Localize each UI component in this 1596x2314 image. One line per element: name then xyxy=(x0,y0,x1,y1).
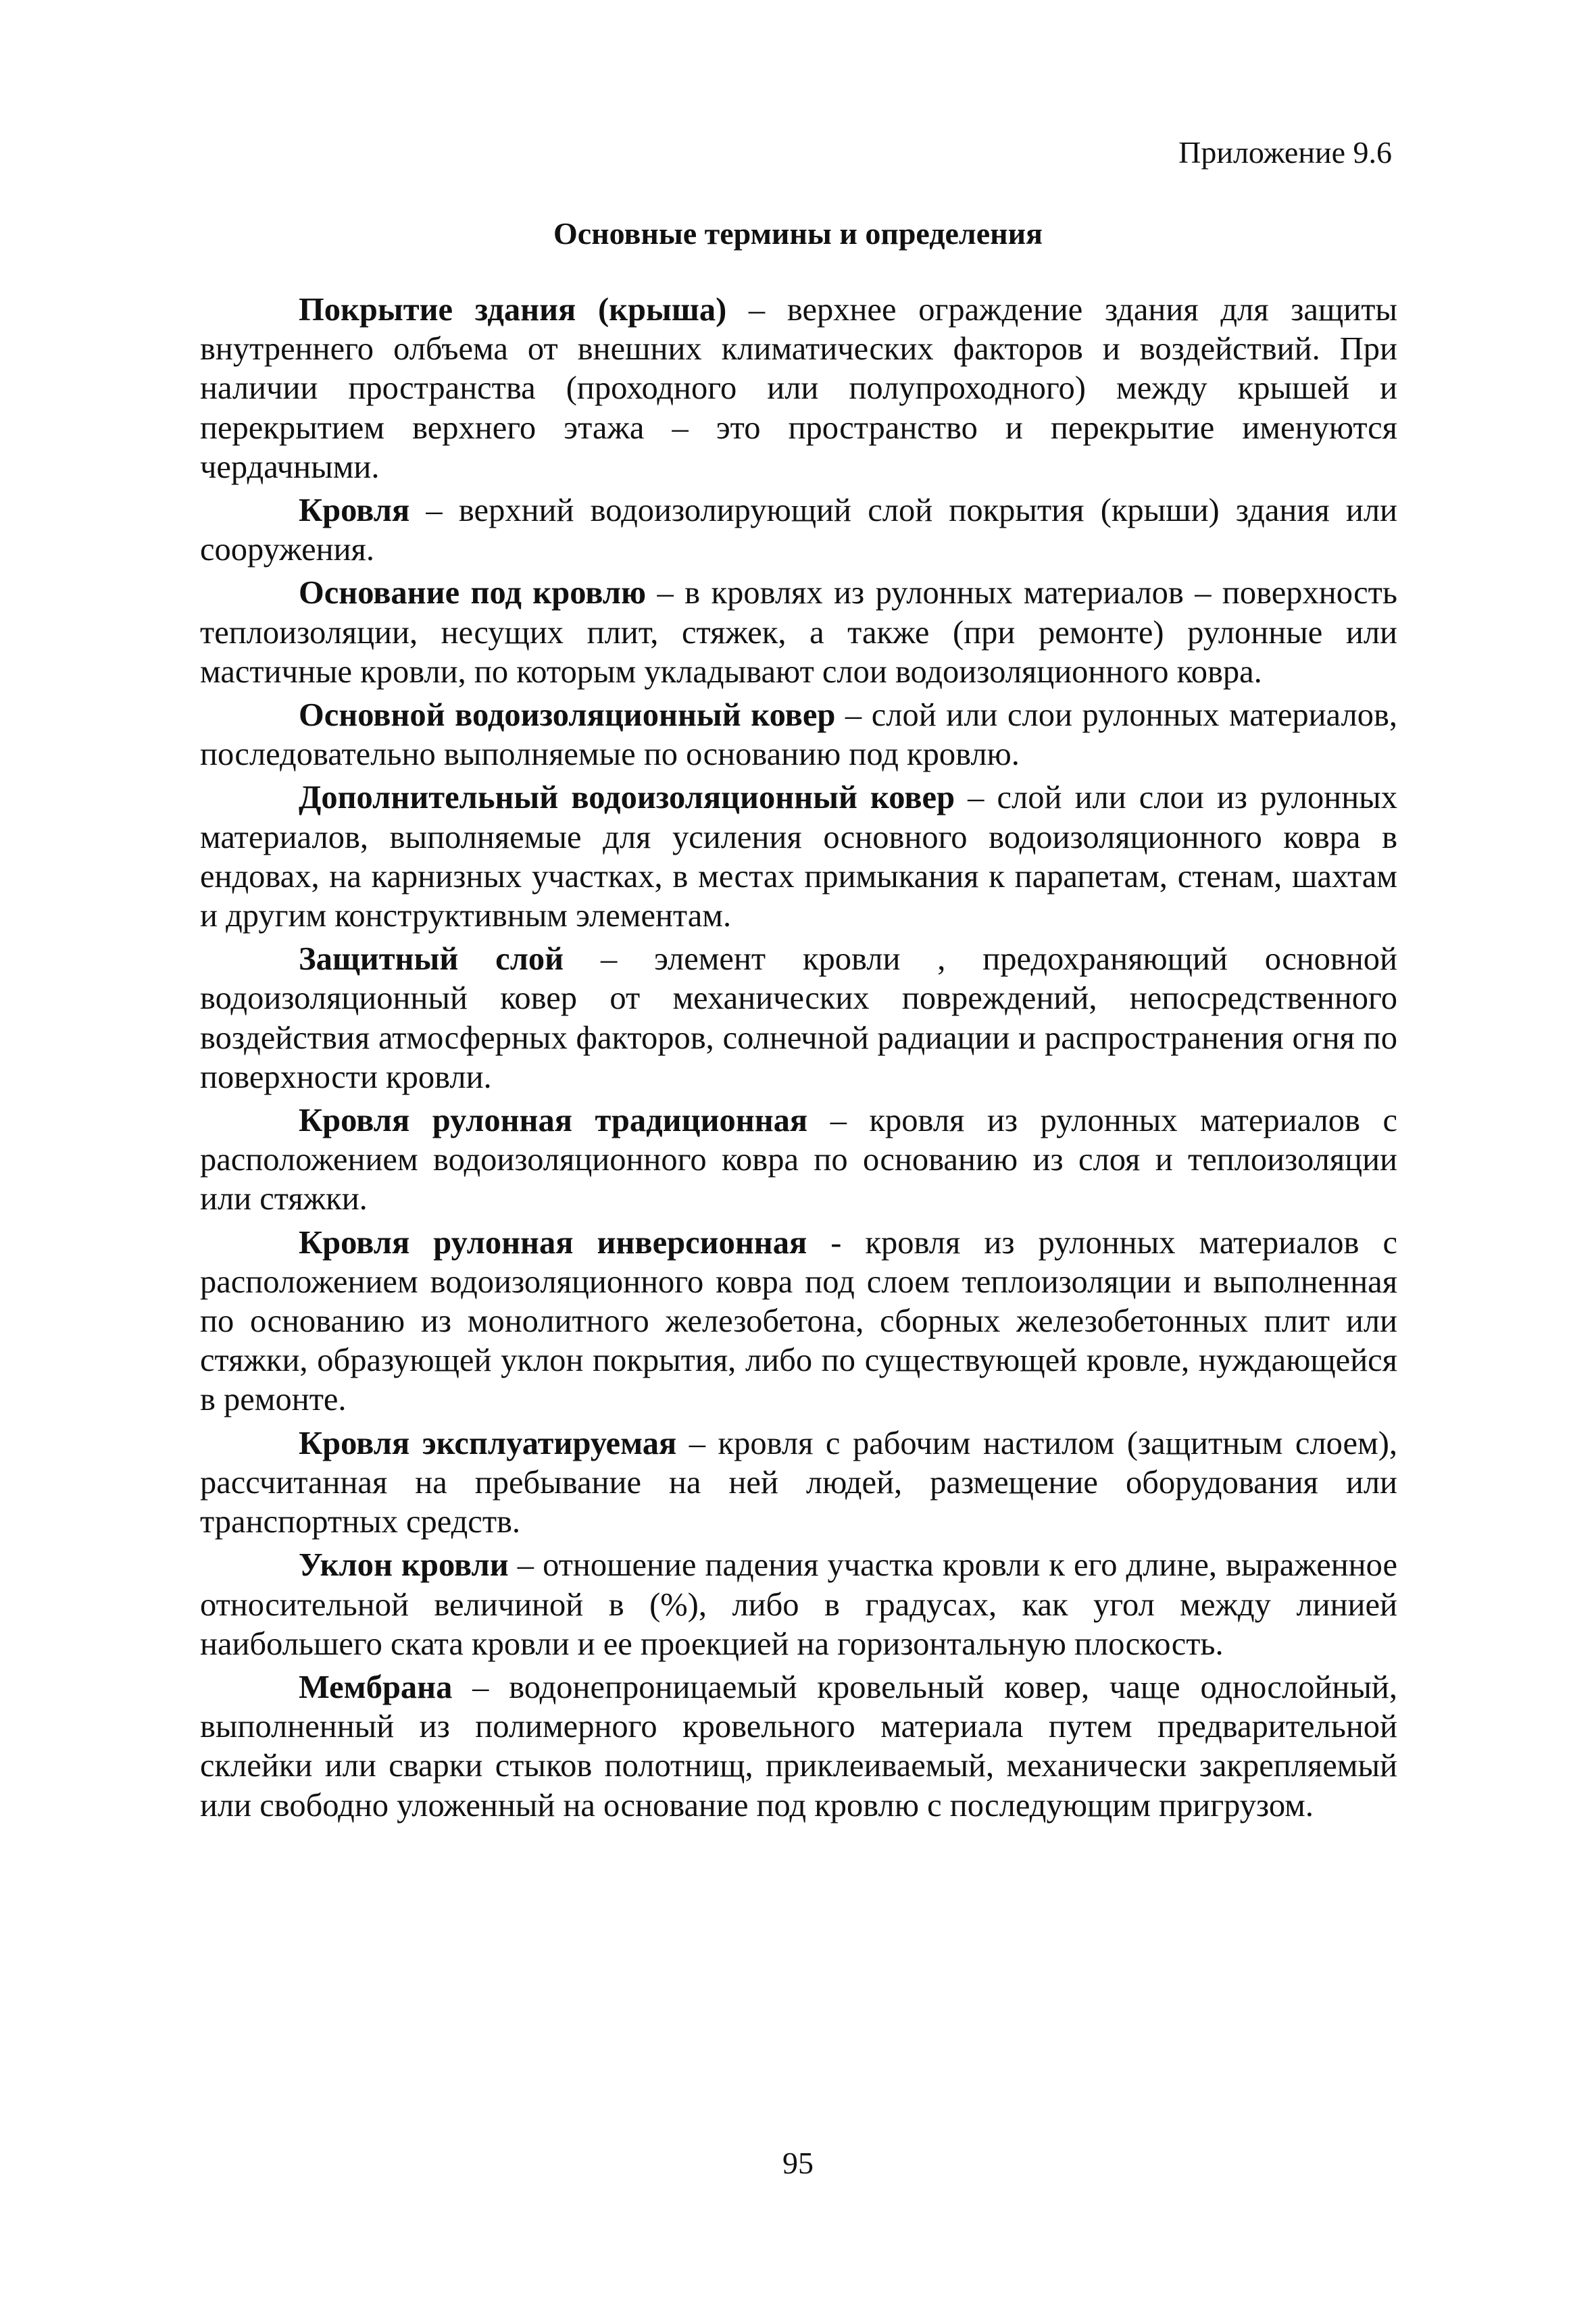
term: Кровля рулонная инверсионная xyxy=(299,1224,807,1261)
term: Дополнительный водоизоляционный ковер xyxy=(299,780,955,816)
definition-traditional-roll-roof xyxy=(200,1101,1397,1219)
term: Уклон кровли xyxy=(299,1547,509,1584)
definition-text: – водонепроницаемый кровельный ковер, чаще однослойный, выполненный из полимерного кровельного материала путем предварительной склейки или сварки стыков полотнищ, приклеиваемый, механически закрепляемый или свободно уложенный на основание под кровлю с последующим пригрузом. xyxy=(200,1669,1397,1823)
definition-additional-waterproofing xyxy=(200,778,1397,936)
definition-roof-slope xyxy=(200,1546,1397,1664)
definition-main-waterproofing xyxy=(200,696,1397,774)
definition-text: – слой или слои из рулонных материалов, выполняемые для усиления основного водоизоляционного ковра в ендовах, на карнизных участках, в местах примыкания к парапетам, стенам, шахтам и другим конструктивным элементам. xyxy=(200,780,1397,934)
definition-text: – верхний водоизолирующий слой покрытия (крыши) здания или сооружения. xyxy=(200,493,1397,568)
definition-protective-layer xyxy=(200,940,1397,1097)
definition-text: – кровля с рабочим настилом (защитным слоем), рассчитанная на пребывание на ней людей, размещение оборудования или транспортных средств. xyxy=(200,1425,1397,1540)
term: Кровля эксплуатируемая xyxy=(299,1425,677,1461)
definition-operated-roof xyxy=(200,1424,1397,1542)
term: Покрытие здания (крыша) xyxy=(299,292,727,328)
definition-text: – слой или слои рулонных материалов, последовательно выполняемые по основанию под кровлю. xyxy=(200,697,1397,773)
definition-text: – элемент кровли , предохраняющий основной водоизоляционный ковер от механических повреждений, непосредственного воздействия атмосферных факторов, солнечной радиации и распространения огня по поверхности кровли. xyxy=(200,941,1397,1095)
definitions-list xyxy=(200,291,1397,1830)
appendix-label: Приложение 9.6 xyxy=(1178,135,1392,170)
term: Основной водоизоляционный ковер xyxy=(299,697,836,734)
page-title: Основные термины и определения xyxy=(553,216,1043,251)
definition-roof-base xyxy=(200,574,1397,692)
definition-membrane xyxy=(200,1668,1397,1826)
term: Кровля xyxy=(299,493,410,529)
definition-text: – кровля из рулонных материалов с расположением водоизоляционного ковра по основанию из слоя и теплоизоляции или стяжки. xyxy=(200,1103,1397,1217)
definition-text: – верхнее ограждение здания для защиты внутреннего олбъема от внешних климатических факторов и воздействий. При наличии пространства (проходного или полупроходного) между крышей и перекрытием верхнего этажа – это пространство и перекрытие именуются чердачными. xyxy=(200,292,1397,485)
definition-text: – отношение падения участка кровли к его длине, выраженное относительной величиной в (%), либо в градусах, как угол между линией наибольшего ската кровли и ее проекцией на горизонтальную плоскость. xyxy=(200,1547,1397,1662)
term: Мембрана xyxy=(299,1669,453,1705)
term: Защитный слой xyxy=(299,941,564,978)
term: Кровля рулонная традиционная xyxy=(299,1103,808,1139)
definition-text: – в кровлях из рулонных материалов – поверхность теплоизоляции, несущих плит, стяжек, а также (при ремонте) рулонные или мастичные кровли, по которым укладывают слои водоизоляционного ковра. xyxy=(200,575,1397,690)
definition-roof-covering xyxy=(200,291,1397,487)
term: Основание под кровлю xyxy=(299,575,647,611)
definition-roofing xyxy=(200,491,1397,570)
definition-inversion-roll-roof xyxy=(200,1224,1397,1420)
page-number: 95 xyxy=(782,2146,814,2180)
definition-text: - кровля из рулонных материалов с расположением водоизоляционного ковра под слоем теплоизоляции и выполненная по основанию из монолитного железобетона, сборных железобетонных плит или стяжки, образующей уклон покрытия, либо по существующей кровле, нуждающейся в ремонте. xyxy=(200,1224,1397,1418)
